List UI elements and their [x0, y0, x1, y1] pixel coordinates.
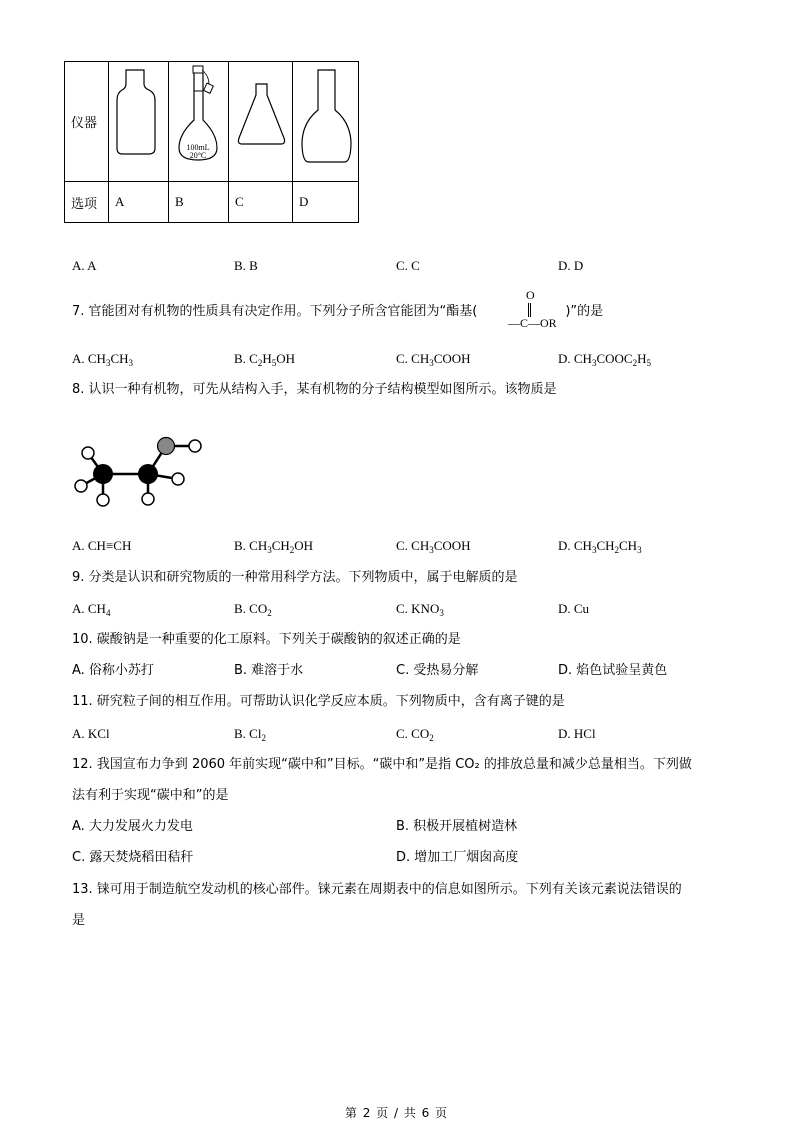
q9-choice-d: D. Cu — [558, 601, 590, 616]
carbon-atom-1 — [93, 464, 113, 484]
q12-choice-c: C. 露天焚烧稻田秸秆 — [72, 850, 194, 865]
conical-flask-icon — [229, 62, 292, 177]
q9-choice-c: C. $KNO_3$ — [396, 601, 444, 618]
reagent-bottle-icon — [109, 62, 168, 177]
oxygen-atom — [158, 438, 175, 455]
q11-stem: 11. 研究粒子间的相互作用。可帮助认识化学反应本质。下列物质中，含有离子键的是 — [72, 694, 565, 709]
round-flask-d-image — [293, 62, 359, 182]
q10-choice-a: A. 俗称小苏打 — [72, 663, 154, 678]
q13-stem-line1: 13. 铼可用于制造航空发动机的核心部件。铼元素在周期表中的信息如图所示。下列有关该元素说法错误的 — [72, 882, 682, 897]
q10-stem: 10. 碳酸钠是一种重要的化工原料。下列关于碳酸钠的叙述正确的是 — [72, 632, 461, 647]
q8-choice-a: A. CH≡CH — [72, 538, 132, 553]
option-b: B — [169, 182, 229, 223]
q9-stem: 9. 分类是认识和研究物质的一种常用科学方法。下列物质中，属于电解质的是 — [72, 570, 518, 585]
instrument-table — [64, 61, 359, 223]
ester-group-structure: O —C—OR — [508, 288, 557, 330]
q12-stem-line1: 12. 我国宣布力争到 2060 年前实现“碳中和”目标。“碳中和”是指 CO₂ 的排放总量和减少总量相当。下列做 — [72, 757, 692, 772]
q7-choice-d: D. $CH_3COOC_2H_5$ — [558, 351, 651, 368]
ethanol-ball-stick-model — [60, 420, 220, 515]
q11-choice-a: A. KCl — [72, 726, 110, 741]
q6-choice-b: B. B — [234, 258, 258, 273]
option-a: A — [109, 182, 169, 223]
q8-choice-b: B. $CH_3CH_2OH$ — [234, 538, 314, 555]
svg-text:100mL: 100mL — [186, 143, 210, 152]
q12-stem-line2: 法有利于实现“碳中和”的是 — [72, 788, 229, 803]
volumetric-flask-b-image — [169, 62, 229, 182]
flat-bottom-flask-icon — [293, 62, 358, 177]
q10-choice-b: B. 难溶于水 — [234, 663, 304, 678]
q8-stem: 8. 认识一种有机物，可先从结构入手，某有机物的分子结构模型如图所示。该物质是 — [72, 382, 557, 397]
q9-choice-b: B. $CO_2$ — [234, 601, 272, 618]
q9-choice-a: A. $CH_4$ — [72, 601, 111, 618]
carbon-atom-2 — [138, 464, 158, 484]
q7-choice-b: B. $C_2H_5OH$ — [234, 351, 296, 368]
q6-choice-c: C. C — [396, 258, 420, 273]
q10-choice-c: C. 受热易分解 — [396, 663, 479, 678]
q11-choice-c: C. $CO_2$ — [396, 726, 434, 743]
q8-choice-c: C. $CH_3COOH$ — [396, 538, 471, 555]
q6-choice-d: D. D — [558, 258, 584, 273]
page-number-footer: 第 2 页 / 共 6 页 — [344, 1106, 449, 1120]
q13-stem-line2: 是 — [72, 913, 86, 928]
q6-choice-a: A. A — [72, 258, 97, 273]
option-d: D — [293, 182, 359, 223]
q7-choice-a: A. $CH_3CH_3$ — [72, 351, 134, 368]
option-c: C — [229, 182, 293, 223]
q8-choice-d: D. $CH_3CH_2CH_3$ — [558, 538, 642, 555]
q11-choice-d: D. HCl — [558, 726, 596, 741]
q7-stem-after: )”的是 — [565, 304, 604, 319]
row-label-instrument: 仪器 — [65, 62, 109, 182]
q10-choice-d: D. 焰色试验呈黄色 — [558, 663, 668, 678]
q7-choice-c: C. $CH_3COOH$ — [396, 351, 471, 368]
q12-choice-a: A. 大力发展火力发电 — [72, 819, 193, 834]
q7-stem-before: 7. 官能团对有机物的性质具有决定作用。下列分子所含官能团为“酯基( — [72, 304, 478, 319]
conical-flask-c-image — [229, 62, 293, 182]
bottle-a-image — [109, 62, 169, 182]
q12-choice-b: B. 积极开展植树造林 — [396, 819, 518, 834]
row-label-option: 选项 — [65, 182, 109, 223]
q12-choice-d: D. 增加工厂烟囱高度 — [396, 850, 519, 865]
volumetric-flask-icon — [169, 62, 228, 177]
q11-choice-b: B. $Cl_2$ — [234, 726, 266, 743]
double-bond — [528, 303, 531, 317]
svg-text:20°C: 20°C — [189, 151, 207, 160]
